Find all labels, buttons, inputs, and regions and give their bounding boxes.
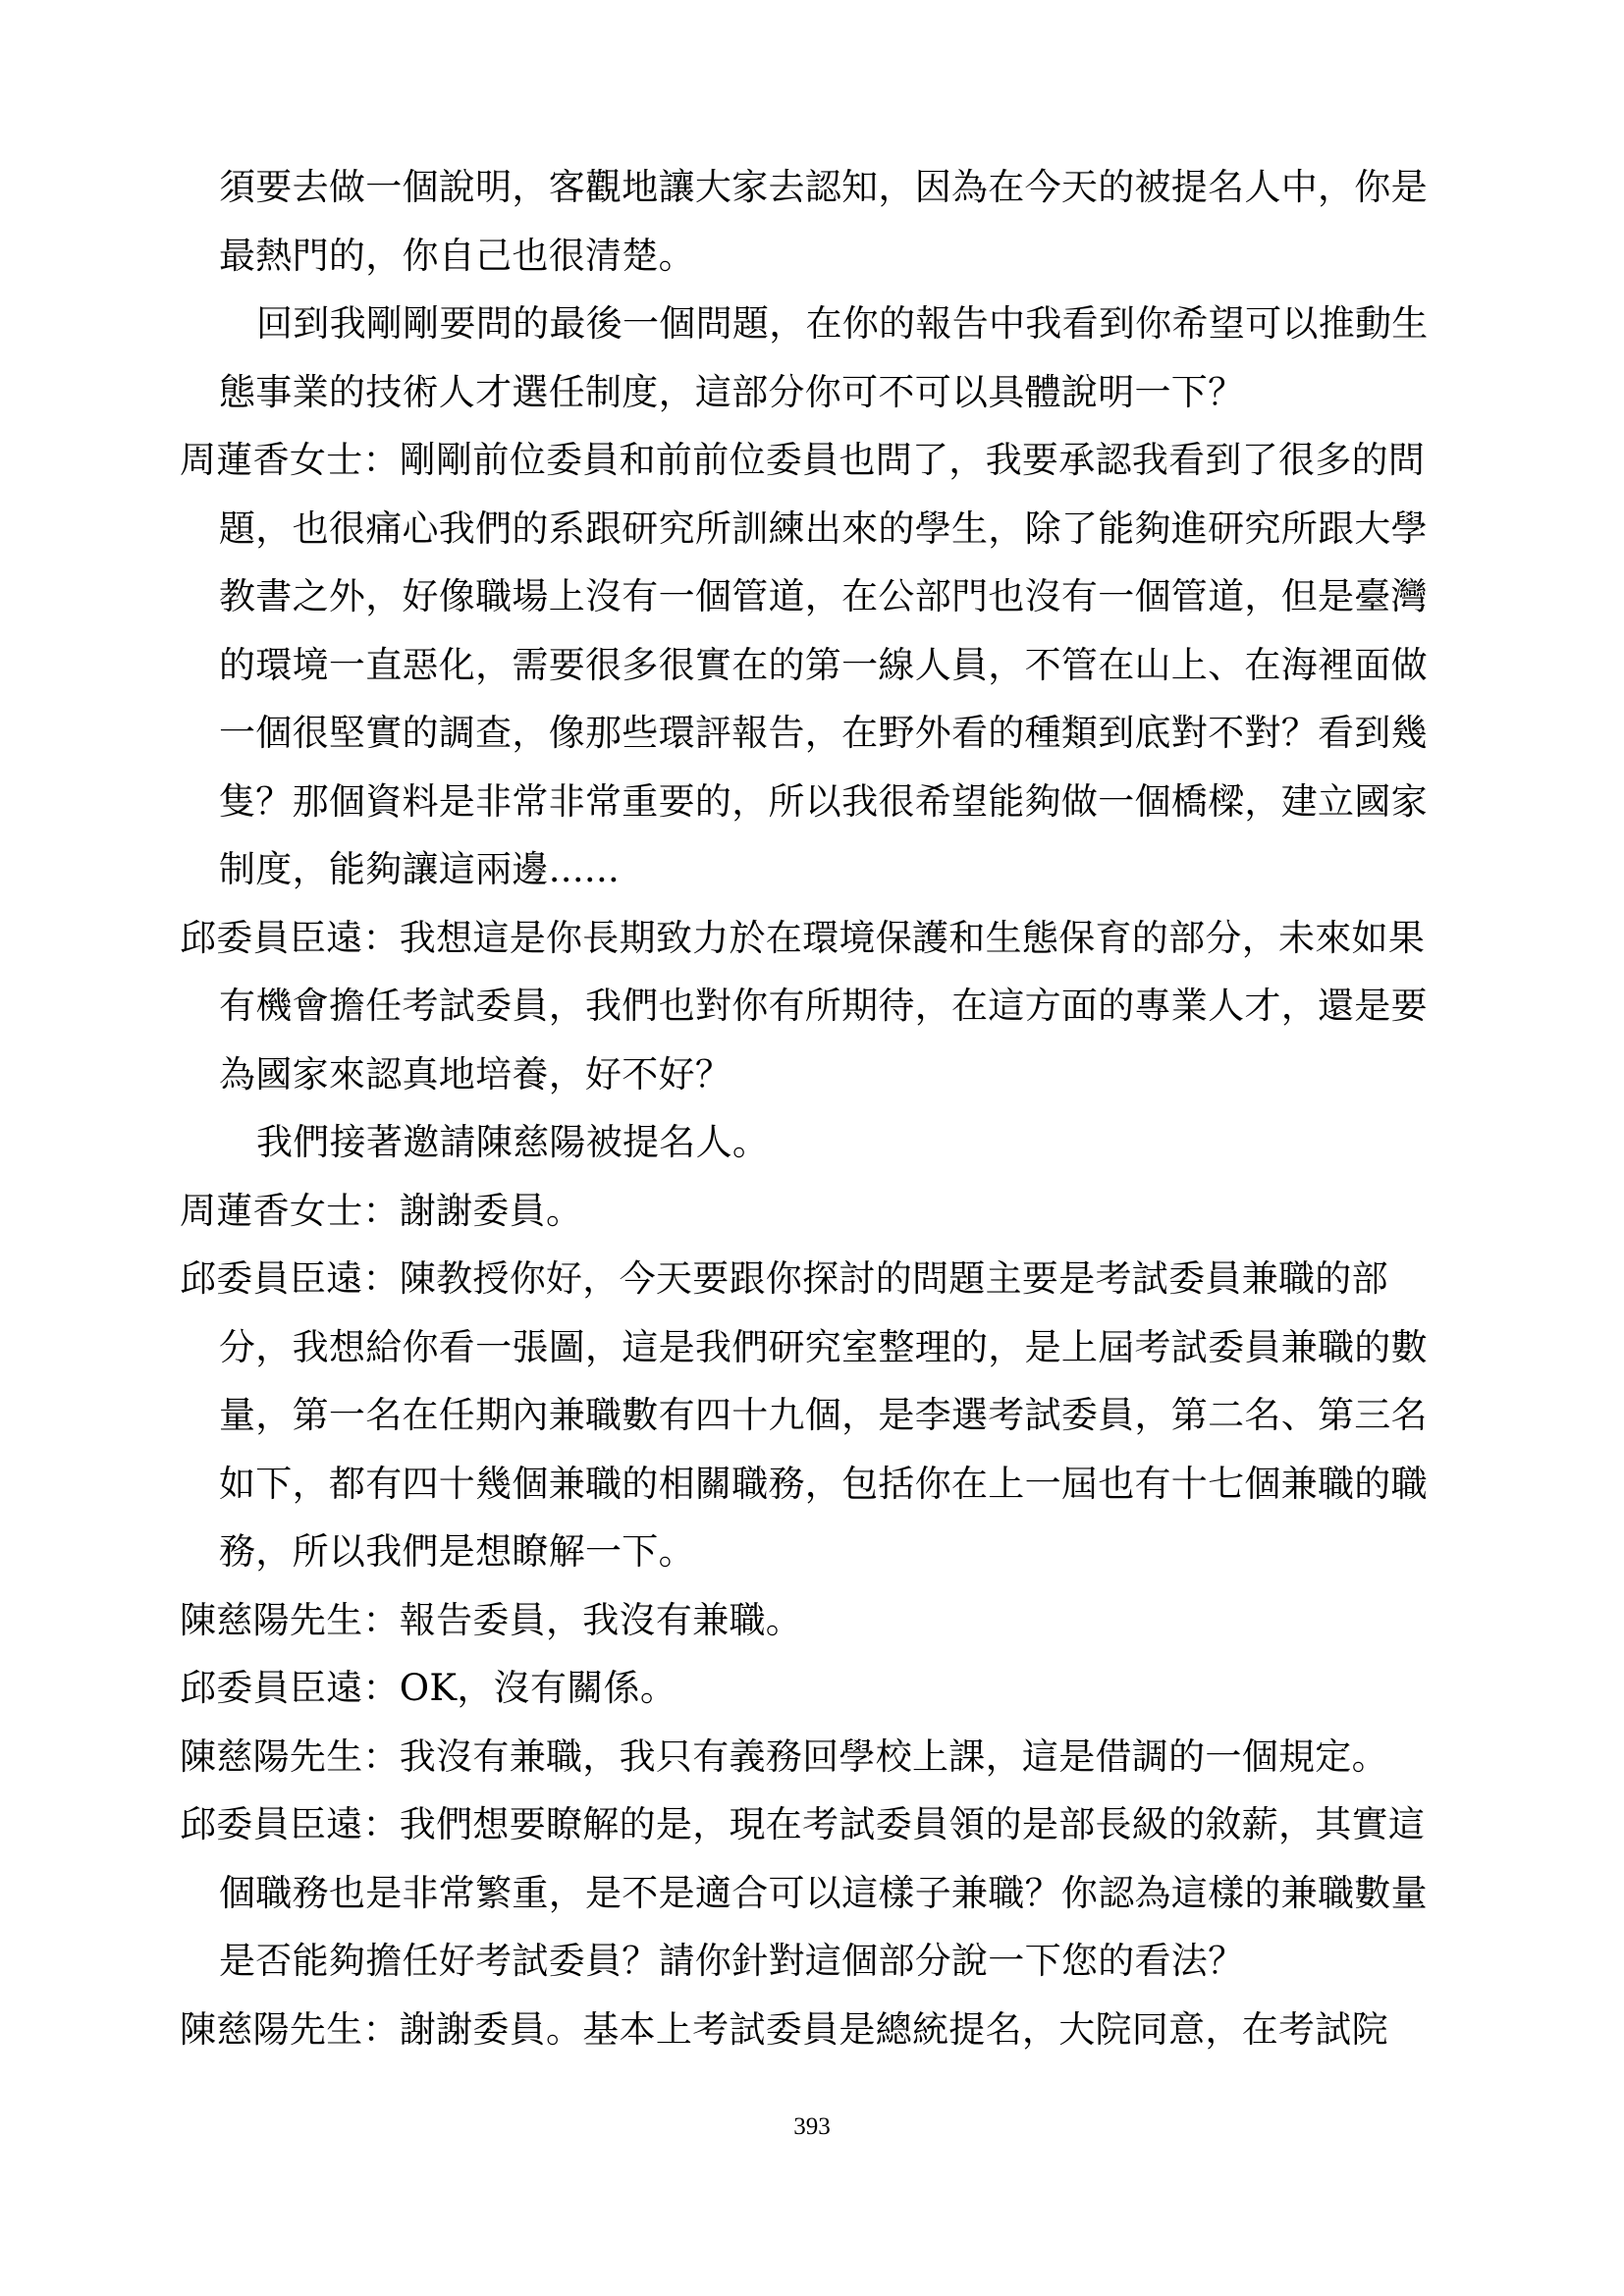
paragraph-speaker: 陳慈陽先生：謝謝委員。基本上考試委員是總統提名，大院同意，在考試院 — [180, 2007, 1388, 2051]
paragraph-question: 回到我剛剛要問的最後一個問題，在你的報告中我看到你希望可以推動生態事業的技術人才選任制度，這部分你可不可以具體說明一下？ — [219, 302, 1429, 413]
paragraph-invitation: 我們接著邀請陳慈陽被提名人。 — [256, 1121, 770, 1163]
paragraph-speaker: 周蓮香女士：謝謝委員。 — [180, 1189, 583, 1232]
paragraph-speaker: 陳慈陽先生：報告委員，我沒有兼職。 — [180, 1598, 803, 1641]
paragraph-speaker: 周蓮香女士：剛剛前位委員和前前位委員也問了，我要承認我看到了很多的問題，也很痛心我們的系跟研究所訓練出來的學生，除了能夠進研究所跟大學教書之外，好像職場上沒有一個管道，在公部門也沒有一個管道，但是臺灣的環境一直惡化，需要很多很實在的第一線人員，不管在山上、在海裡面做一個很堅實的調查，像那些環評報告，在野外看的種類到底對不對？看到幾隻？那個資料是非常非常重要的，所以我很希望能夠做一個橋樑，建立國家制度，能夠讓這兩邊...... — [180, 439, 1428, 890]
transcript-body — [180, 153, 1456, 2063]
paragraph-speaker: 邱委員臣遠：陳教授你好，今天要跟你探討的問題主要是考試委員兼職的部分，我想給你看一張圖，這是我們研究室整理的，是上屆考試委員兼職的數量，第一名在任期內兼職數有四十九個，是李選考試委員，第二名、第三名如下，都有四十幾個兼職的相關職務，包括你在上一屆也有十七個兼職的職務，所以我們是想瞭解一下。 — [180, 1257, 1428, 1573]
paragraph-speaker: 陳慈陽先生：我沒有兼職，我只有義務回學校上課，這是借調的一個規定。 — [180, 1735, 1388, 1778]
paragraph-speaker: 邱委員臣遠：我想這是你長期致力於在環境保護和生態保育的部分，未來如果有機會擔任考試委員，我們也對你有所期待，在這方面的專業人才，還是要為國家來認真地培養，好不好？ — [180, 916, 1428, 1095]
paragraph-speaker: 邱委員臣遠：我們想要瞭解的是，現在考試委員領的是部長級的敘薪，其實這個職務也是非常繁重，是不是適合可以這樣子兼職？你認為這樣的兼職數量是否能夠擔任好考試委員？請你針對這個部分說一下您的看法？ — [180, 1803, 1428, 1982]
paragraph-speaker: 邱委員臣遠：OK，沒有關係。 — [180, 1667, 677, 1709]
page-number: 393 — [793, 2113, 831, 2140]
paragraph-continuation: 須要去做一個說明，客觀地讓大家去認知，因為在今天的被提名人中，你是最熱門的，你自己也很清楚。 — [219, 166, 1428, 277]
